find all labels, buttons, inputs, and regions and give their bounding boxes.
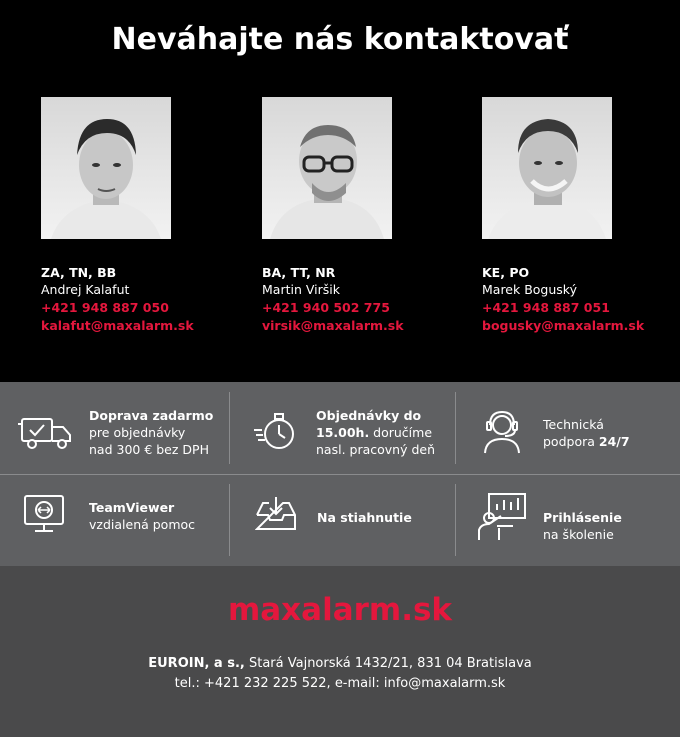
download-tray-icon: [255, 495, 297, 537]
features-panel: [0, 382, 680, 566]
contact-name: Martin Viršik: [262, 282, 340, 297]
contact-card: [262, 97, 462, 333]
divider: [229, 484, 230, 556]
footer: [0, 566, 680, 737]
divider: [229, 392, 230, 464]
company-contact: tel.: +421 232 225 522, e-mail: info@maxalarm.sk: [174, 676, 506, 691]
divider: [455, 392, 456, 464]
feature-title: 15.00h.: [316, 425, 370, 440]
delivery-truck-icon: [18, 415, 74, 455]
contact-email[interactable]: virsik@maxalarm.sk: [262, 318, 404, 333]
contact-photo: [262, 97, 392, 239]
monitor-icon: [23, 494, 65, 538]
contact-email[interactable]: bogusky@maxalarm.sk: [482, 318, 645, 333]
feature-text: doručíme: [369, 425, 433, 440]
contact-card: [482, 97, 680, 333]
divider: [0, 474, 680, 475]
contact-photo: [482, 97, 612, 239]
feature-orders: [316, 407, 435, 458]
feature-download[interactable]: [317, 509, 412, 526]
contact-phone[interactable]: +421 948 887 051: [482, 300, 610, 315]
contact-phone[interactable]: +421 948 887 050: [41, 300, 169, 315]
feature-teamviewer[interactable]: [89, 499, 195, 533]
feature-text: nasl. pracovný deň: [316, 442, 436, 457]
contact-name: Andrej Kalafut: [41, 282, 130, 297]
feature-title: Prihlásenie: [543, 510, 622, 525]
contact-region: BA, TT, NR: [262, 265, 336, 280]
feature-delivery: [89, 407, 213, 458]
company-address: Stará Vajnorská 1432/21, 831 04 Bratislava: [244, 656, 532, 671]
contact-phone[interactable]: +421 940 502 775: [262, 300, 390, 315]
contact-card: [41, 97, 241, 333]
divider: [455, 484, 456, 556]
feature-text: nad 300 € bez DPH: [89, 442, 209, 457]
feature-text: pre objednávky: [89, 425, 186, 440]
feature-title: Doprava zadarmo: [89, 408, 214, 423]
contact-email[interactable]: kalafut@maxalarm.sk: [41, 318, 194, 333]
feature-text: podpora: [543, 434, 599, 449]
feature-text: Technická: [543, 417, 604, 432]
brand-logo[interactable]: maxalarm.sk: [227, 592, 453, 628]
contact-region: KE, PO: [482, 265, 530, 280]
feature-title: 24/7: [598, 434, 630, 449]
feature-support: [543, 416, 630, 450]
contact-photo: [41, 97, 171, 239]
stopwatch-icon: [252, 410, 298, 456]
footer-address: [0, 654, 680, 694]
company-name: EUROIN, a s.,: [148, 656, 245, 671]
page-title: Neváhajte nás kontaktovať: [111, 22, 569, 57]
feature-text: vzdialená pomoc: [89, 517, 196, 532]
headset-icon: [481, 409, 523, 459]
feature-text: na školenie: [543, 527, 614, 542]
presentation-icon: [477, 490, 529, 546]
contact-region: ZA, TN, BB: [41, 265, 117, 280]
feature-title: Objednávky do: [316, 408, 422, 423]
contact-name: Marek Boguský: [482, 282, 577, 297]
feature-training[interactable]: [543, 509, 622, 543]
feature-title: Na stiahnutie: [317, 510, 412, 525]
feature-title: TeamViewer: [89, 500, 175, 515]
